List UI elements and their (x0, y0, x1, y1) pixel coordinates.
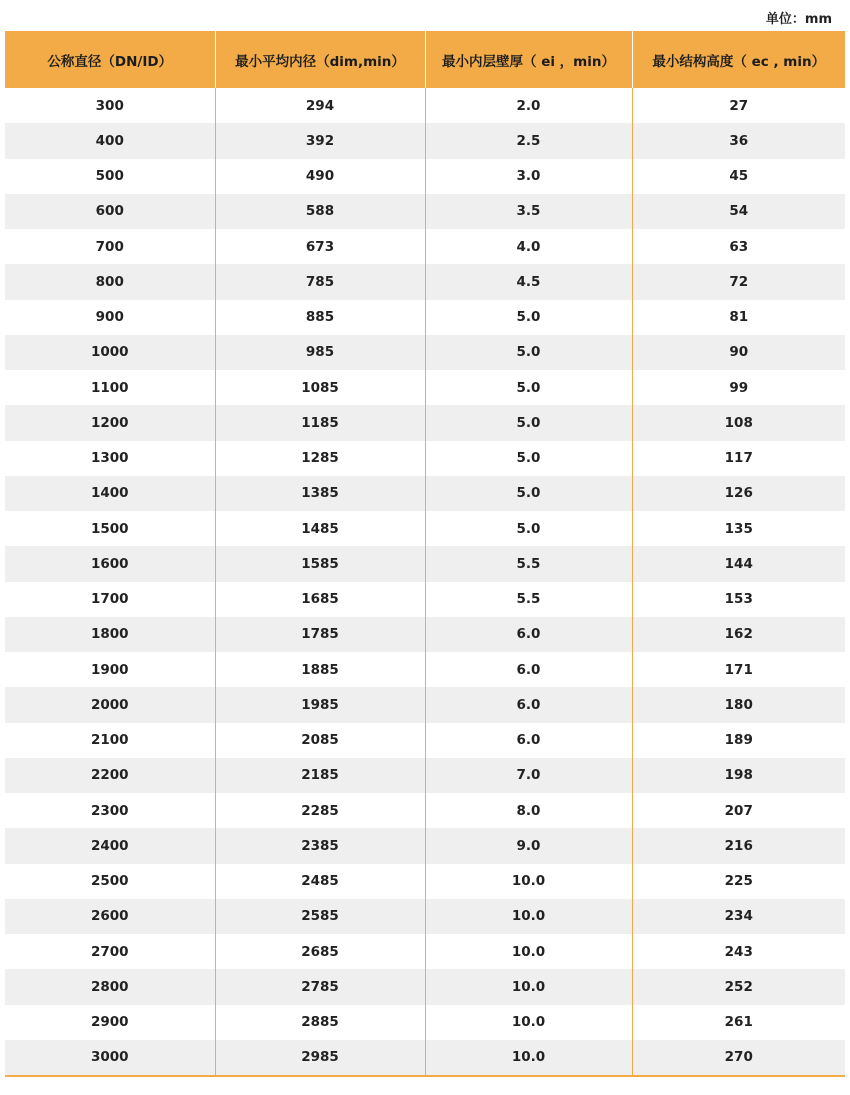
header-min-mean-inner-diameter: 最小平均内径（dim,min） (215, 31, 425, 88)
cell-min-mean-inner-diameter: 1685 (215, 582, 425, 617)
cell-nominal-diameter: 900 (5, 300, 215, 335)
cell-min-mean-inner-diameter: 1885 (215, 652, 425, 687)
cell-min-inner-wall-thickness: 6.0 (425, 687, 632, 722)
cell-min-structure-height: 162 (632, 617, 845, 652)
cell-min-inner-wall-thickness: 10.0 (425, 969, 632, 1004)
table-row (5, 758, 845, 793)
unit-label: 单位：mm (765, 12, 832, 27)
table-body (5, 88, 845, 1076)
cell-min-mean-inner-diameter: 490 (215, 159, 425, 194)
cell-nominal-diameter: 800 (5, 264, 215, 299)
cell-min-inner-wall-thickness: 10.0 (425, 1040, 632, 1076)
cell-min-mean-inner-diameter: 885 (215, 300, 425, 335)
cell-min-inner-wall-thickness: 6.0 (425, 723, 632, 758)
cell-nominal-diameter: 600 (5, 194, 215, 229)
cell-min-mean-inner-diameter: 1385 (215, 476, 425, 511)
cell-min-structure-height: 54 (632, 194, 845, 229)
table-row (5, 476, 845, 511)
cell-min-structure-height: 189 (632, 723, 845, 758)
cell-min-inner-wall-thickness: 10.0 (425, 1005, 632, 1040)
table-row (5, 899, 845, 934)
cell-min-structure-height: 36 (632, 123, 845, 158)
cell-min-structure-height: 90 (632, 335, 845, 370)
table-row (5, 687, 845, 722)
cell-nominal-diameter: 700 (5, 229, 215, 264)
table-row (5, 723, 845, 758)
cell-min-structure-height: 63 (632, 229, 845, 264)
cell-min-mean-inner-diameter: 1785 (215, 617, 425, 652)
cell-min-mean-inner-diameter: 2485 (215, 864, 425, 899)
header-min-structure-height: 最小结构高度（ ec , min） (632, 31, 845, 88)
cell-min-structure-height: 180 (632, 687, 845, 722)
cell-min-inner-wall-thickness: 10.0 (425, 899, 632, 934)
cell-min-inner-wall-thickness: 6.0 (425, 652, 632, 687)
table-row (5, 934, 845, 969)
cell-min-mean-inner-diameter: 294 (215, 88, 425, 123)
cell-min-structure-height: 72 (632, 264, 845, 299)
table-row (5, 828, 845, 863)
cell-nominal-diameter: 2300 (5, 793, 215, 828)
cell-min-inner-wall-thickness: 5.5 (425, 546, 632, 581)
table-row (5, 969, 845, 1004)
cell-nominal-diameter: 1200 (5, 405, 215, 440)
cell-min-mean-inner-diameter: 2085 (215, 723, 425, 758)
cell-nominal-diameter: 1500 (5, 511, 215, 546)
header-nominal-diameter: 公称直径（DN/ID） (5, 31, 215, 88)
cell-min-structure-height: 216 (632, 828, 845, 863)
table-row (5, 370, 845, 405)
cell-nominal-diameter: 500 (5, 159, 215, 194)
cell-min-inner-wall-thickness: 5.5 (425, 582, 632, 617)
table-row (5, 511, 845, 546)
table-row (5, 652, 845, 687)
cell-min-mean-inner-diameter: 2385 (215, 828, 425, 863)
table-row (5, 335, 845, 370)
cell-nominal-diameter: 2000 (5, 687, 215, 722)
cell-nominal-diameter: 1400 (5, 476, 215, 511)
cell-min-mean-inner-diameter: 2985 (215, 1040, 425, 1076)
table-row (5, 793, 845, 828)
cell-min-inner-wall-thickness: 5.0 (425, 441, 632, 476)
cell-min-mean-inner-diameter: 2785 (215, 969, 425, 1004)
cell-nominal-diameter: 1000 (5, 335, 215, 370)
cell-min-structure-height: 207 (632, 793, 845, 828)
cell-min-mean-inner-diameter: 2285 (215, 793, 425, 828)
cell-min-structure-height: 270 (632, 1040, 845, 1076)
spec-table (5, 31, 845, 1077)
cell-nominal-diameter: 2500 (5, 864, 215, 899)
cell-min-mean-inner-diameter: 2885 (215, 1005, 425, 1040)
cell-nominal-diameter: 2900 (5, 1005, 215, 1040)
table-row (5, 123, 845, 158)
cell-min-inner-wall-thickness: 4.0 (425, 229, 632, 264)
cell-min-inner-wall-thickness: 5.0 (425, 476, 632, 511)
cell-nominal-diameter: 300 (5, 88, 215, 123)
cell-min-mean-inner-diameter: 785 (215, 264, 425, 299)
cell-min-mean-inner-diameter: 1185 (215, 405, 425, 440)
table-row (5, 88, 845, 123)
cell-min-inner-wall-thickness: 5.0 (425, 335, 632, 370)
table-row (5, 229, 845, 264)
cell-nominal-diameter: 1700 (5, 582, 215, 617)
cell-min-structure-height: 198 (632, 758, 845, 793)
cell-min-inner-wall-thickness: 9.0 (425, 828, 632, 863)
cell-min-structure-height: 144 (632, 546, 845, 581)
table-row (5, 441, 845, 476)
cell-min-structure-height: 153 (632, 582, 845, 617)
cell-min-mean-inner-diameter: 673 (215, 229, 425, 264)
cell-min-structure-height: 171 (632, 652, 845, 687)
table-row (5, 1005, 845, 1040)
cell-nominal-diameter: 2100 (5, 723, 215, 758)
cell-min-structure-height: 45 (632, 159, 845, 194)
table-row (5, 300, 845, 335)
cell-nominal-diameter: 400 (5, 123, 215, 158)
cell-min-inner-wall-thickness: 5.0 (425, 511, 632, 546)
table-row (5, 1040, 845, 1076)
cell-nominal-diameter: 1800 (5, 617, 215, 652)
cell-min-mean-inner-diameter: 2185 (215, 758, 425, 793)
cell-min-mean-inner-diameter: 1485 (215, 511, 425, 546)
cell-min-mean-inner-diameter: 1585 (215, 546, 425, 581)
header-min-inner-wall-thickness: 最小内层壁厚（ ei ，min） (425, 31, 632, 88)
cell-nominal-diameter: 2700 (5, 934, 215, 969)
cell-min-mean-inner-diameter: 2585 (215, 899, 425, 934)
table-row (5, 864, 845, 899)
cell-min-structure-height: 117 (632, 441, 845, 476)
table-header (5, 31, 845, 88)
cell-min-inner-wall-thickness: 5.0 (425, 405, 632, 440)
cell-nominal-diameter: 2800 (5, 969, 215, 1004)
table-row (5, 617, 845, 652)
cell-min-inner-wall-thickness: 3.0 (425, 159, 632, 194)
cell-min-inner-wall-thickness: 8.0 (425, 793, 632, 828)
cell-min-mean-inner-diameter: 1985 (215, 687, 425, 722)
cell-min-inner-wall-thickness: 10.0 (425, 864, 632, 899)
cell-nominal-diameter: 2600 (5, 899, 215, 934)
cell-min-structure-height: 234 (632, 899, 845, 934)
table-row (5, 264, 845, 299)
cell-nominal-diameter: 3000 (5, 1040, 215, 1076)
cell-min-structure-height: 135 (632, 511, 845, 546)
cell-min-structure-height: 225 (632, 864, 845, 899)
cell-min-mean-inner-diameter: 392 (215, 123, 425, 158)
cell-min-structure-height: 108 (632, 405, 845, 440)
table-row (5, 582, 845, 617)
cell-min-inner-wall-thickness: 10.0 (425, 934, 632, 969)
cell-min-inner-wall-thickness: 5.0 (425, 300, 632, 335)
cell-min-inner-wall-thickness: 5.0 (425, 370, 632, 405)
cell-min-mean-inner-diameter: 588 (215, 194, 425, 229)
cell-min-mean-inner-diameter: 1285 (215, 441, 425, 476)
table-row (5, 194, 845, 229)
cell-nominal-diameter: 2400 (5, 828, 215, 863)
cell-min-inner-wall-thickness: 4.5 (425, 264, 632, 299)
cell-nominal-diameter: 1900 (5, 652, 215, 687)
cell-min-inner-wall-thickness: 7.0 (425, 758, 632, 793)
cell-min-inner-wall-thickness: 6.0 (425, 617, 632, 652)
cell-nominal-diameter: 1300 (5, 441, 215, 476)
cell-min-inner-wall-thickness: 2.0 (425, 88, 632, 123)
cell-min-structure-height: 27 (632, 88, 845, 123)
cell-min-structure-height: 126 (632, 476, 845, 511)
table-row (5, 546, 845, 581)
table-row (5, 159, 845, 194)
cell-min-structure-height: 99 (632, 370, 845, 405)
cell-min-structure-height: 81 (632, 300, 845, 335)
cell-min-structure-height: 261 (632, 1005, 845, 1040)
cell-min-mean-inner-diameter: 985 (215, 335, 425, 370)
cell-min-inner-wall-thickness: 2.5 (425, 123, 632, 158)
cell-nominal-diameter: 1100 (5, 370, 215, 405)
cell-min-structure-height: 252 (632, 969, 845, 1004)
cell-min-inner-wall-thickness: 3.5 (425, 194, 632, 229)
cell-nominal-diameter: 2200 (5, 758, 215, 793)
cell-min-structure-height: 243 (632, 934, 845, 969)
table-row (5, 405, 845, 440)
header-row (5, 31, 845, 88)
cell-min-mean-inner-diameter: 2685 (215, 934, 425, 969)
cell-min-mean-inner-diameter: 1085 (215, 370, 425, 405)
cell-nominal-diameter: 1600 (5, 546, 215, 581)
